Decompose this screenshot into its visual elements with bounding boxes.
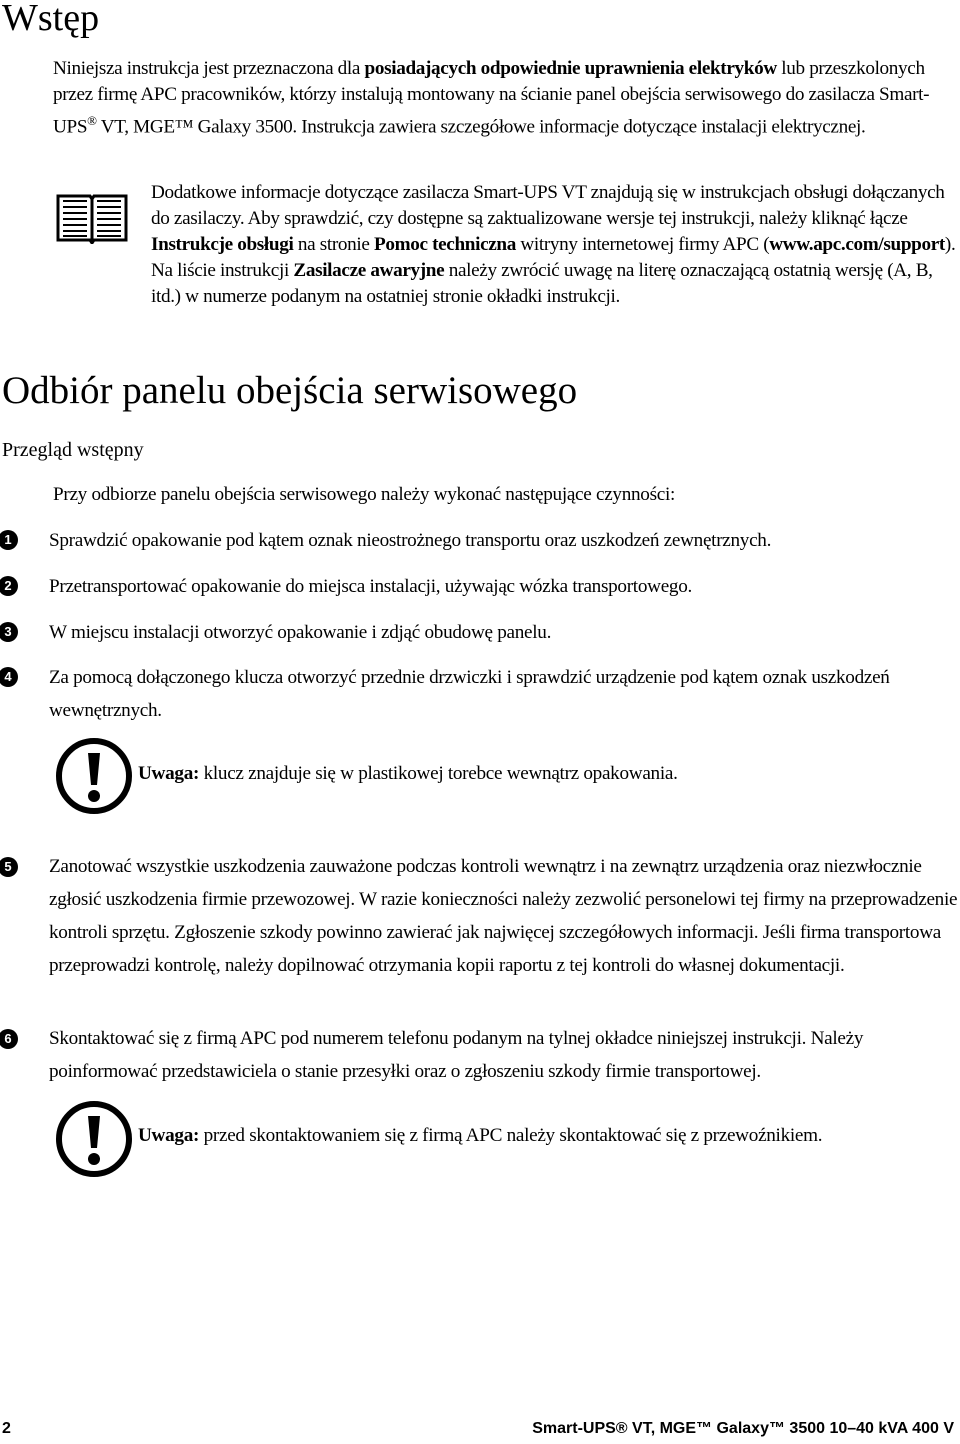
step-number: 6 [0, 1029, 18, 1049]
step-text: Sprawdzić opakowanie pod kątem oznak nieostrożnego transportu oraz uszkodzeń zewnętrznych. [49, 530, 772, 551]
step-text: Zanotować wszystkie uszkodzenia zauważone podczas kontroli wewnątrz i na zewnątrz urządzenia oraz niezwłocznie zgłosić uszkodzenia firmie przewozowej. W razie konieczności należy zezwolić personelowi tej firmy na przeprowadzenie kontroli sprzętu. Zgłoszenie szkody powinno zawierać jak najwięcej szczegółowych informacji. Jeśli firma transportowa przeprowadzi kontrolę, należy dopilnować otrzymania kopii raportu z tej kontroli do własnej dokumentacji. [49, 856, 958, 976]
warning-note: Uwaga: przed skontaktowaniem się z firmą APC należy skontaktować się z przewoźnikiem. [138, 1125, 823, 1146]
support-page-label: Pomoc techniczna [373, 234, 516, 255]
steps-lead: Przy odbiorze panelu obejścia serwisowego należy wykonać następujące czynności: [53, 484, 676, 505]
support-url[interactable]: www.apc.com/support [769, 234, 945, 255]
intro-emphasis: posiadających odpowiednie uprawnienia elektryków [364, 58, 777, 79]
intro-paragraph [53, 56, 953, 140]
section-title: Odbiór panelu obejścia serwisowego [2, 369, 578, 412]
book-icon [55, 192, 129, 244]
registered-mark: ® [87, 113, 97, 128]
step-number: 4 [0, 667, 18, 687]
step-number: 5 [0, 857, 18, 877]
info-note: Dodatkowe informacje dotyczące zasilacza Smart-UPS VT znajdują się w instrukcjach obsługi dołączanych do zasilaczy. Aby sprawdzić, czy dostępne są zaktualizowane wersje tej instrukcji, należy kliknąć łącze Instrukcje obsługi na stronie Pomoc techniczna witryny internetowej firmy APC (www.apc.com/support). Na liście instrukcji Zasilacze awaryjne należy zwrócić uwagę na literę oznaczającą ostatnią wersję (A, B, itd.) w numerze podanym na ostatniej stronie okładki instrukcji. [151, 182, 956, 307]
ups-manuals-label: Zasilacze awaryjne [293, 260, 445, 281]
warning-label: Uwaga: [138, 763, 200, 784]
step-text: Przetransportować opakowanie do miejsca instalacji, używając wózka transportowego. [49, 576, 692, 597]
warning-icon [55, 1100, 133, 1178]
step-text: W miejscu instalacji otworzyć opakowanie i zdjąć obudowę panelu. [49, 622, 552, 643]
step-number: 2 [0, 576, 18, 596]
manuals-link-label: Instrukcje obsługi [151, 234, 294, 255]
warning-label: Uwaga: [138, 1125, 200, 1146]
warning-icon [55, 737, 133, 815]
warning-note: Uwaga: klucz znajduje się w plastikowej torebce wewnątrz opakowania. [138, 763, 678, 784]
step-text: Za pomocą dołączonego klucza otworzyć przednie drzwiczki i sprawdzić urządzenie pod kątem oznak uszkodzeń wewnętrznych. [49, 667, 890, 721]
page-number: 2 [2, 1420, 11, 1437]
page-title: Wstęp [2, 0, 100, 39]
intro-text: VT, MGE™ Galaxy 3500. Instrukcja zawiera szczegółowe informacje dotyczące instalacji elektrycznej. [96, 116, 866, 138]
intro-text: Niniejsza instrukcja jest przeznaczona dla [53, 58, 365, 79]
step-number: 3 [0, 622, 18, 642]
footer-doc-title: Smart-UPS® VT, MGE™ Galaxy™ 3500 10–40 kVA 400 V [532, 1420, 954, 1437]
subsection-title: Przegląd wstępny [2, 439, 144, 461]
step-text: Skontaktować się z firmą APC pod numerem telefonu podanym na tylnej okładce niniejszej instrukcji. Należy poinformować przedstawiciela o stanie przesyłki oraz o zgłoszeniu szkody firmie transportowej. [49, 1028, 864, 1082]
intro-text: lub przeszkolonych przez firmę APC pracowników, którzy instalują montowany na ścianie panel obejścia serwisowego do zasilacza Smart-UPS [53, 58, 930, 138]
step-number: 1 [0, 530, 18, 550]
